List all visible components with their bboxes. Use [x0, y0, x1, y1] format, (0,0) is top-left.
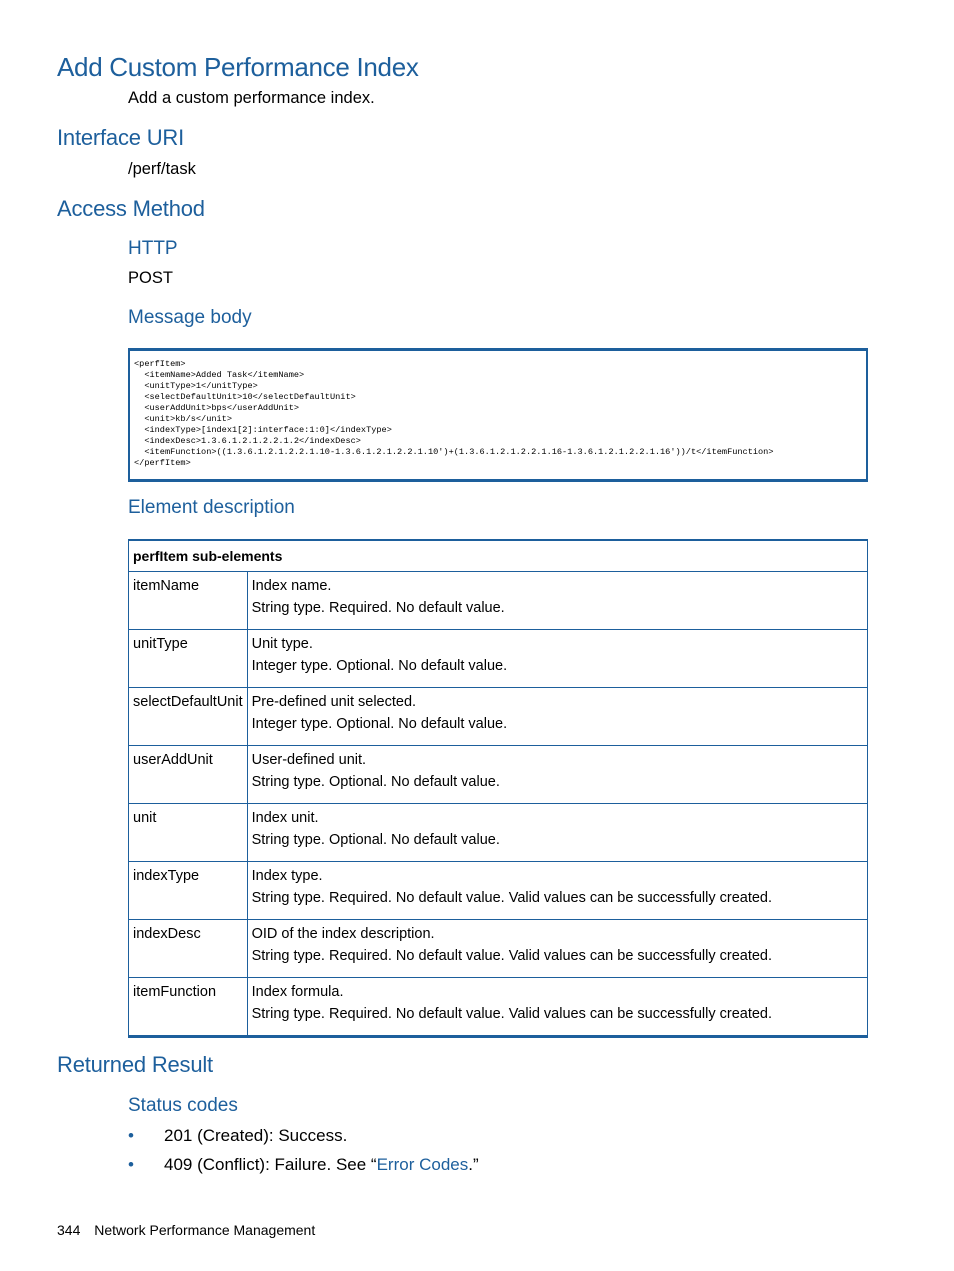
table-row — [129, 572, 868, 630]
element-description — [247, 978, 867, 1037]
element-name: itemName — [129, 572, 248, 630]
element-description — [247, 804, 867, 862]
table-header-row — [129, 540, 868, 572]
element-description — [247, 572, 867, 630]
description-detail: Integer type. Optional. No default value. — [251, 658, 508, 674]
table-row — [129, 630, 868, 688]
description-detail: String type. Required. No default value. Valid values can be successfully created. — [251, 1006, 773, 1022]
description-detail: String type. Required. No default value. Valid values can be successfully created. — [251, 948, 773, 964]
element-name: userAddUnit — [129, 746, 248, 804]
list-item — [128, 1155, 479, 1184]
element-name: selectDefaultUnit — [129, 688, 248, 746]
message-body-heading: Message body — [128, 307, 252, 328]
table-row — [129, 862, 868, 920]
element-name: itemFunction — [129, 978, 248, 1037]
interface-uri-value: /perf/task — [128, 160, 196, 178]
element-description — [247, 688, 867, 746]
element-description-heading: Element description — [128, 497, 295, 518]
description-detail: String type. Optional. No default value. — [251, 832, 500, 848]
element-description — [247, 920, 867, 978]
element-description — [247, 746, 867, 804]
status-code-text: 201 (Created): Success. — [164, 1126, 348, 1145]
description-detail: Integer type. Optional. No default value. — [251, 716, 508, 732]
table-row — [129, 920, 868, 978]
description-detail: String type. Optional. No default value. — [251, 774, 500, 790]
description-detail: String type. Required. No default value. Valid values can be successfully created. — [251, 890, 773, 906]
page-title: Add Custom Performance Index — [57, 52, 419, 82]
description-line: Unit type. — [251, 636, 313, 652]
table-row — [129, 804, 868, 862]
bullet-icon: • — [128, 1155, 134, 1174]
page-footer — [57, 1222, 315, 1238]
description-line: OID of the index description. — [251, 926, 435, 942]
table-row — [129, 688, 868, 746]
element-name: indexType — [129, 862, 248, 920]
table-header: perfItem sub-elements — [129, 540, 868, 572]
page-description: Add a custom performance index. — [128, 89, 375, 107]
description-line: Index unit. — [251, 810, 319, 826]
element-name: unit — [129, 804, 248, 862]
error-codes-link[interactable]: Error Codes — [376, 1155, 469, 1174]
status-codes-list — [128, 1126, 479, 1184]
description-detail: String type. Required. No default value. — [251, 600, 505, 616]
element-description — [247, 862, 867, 920]
message-body-code-block — [128, 348, 868, 482]
interface-uri-heading: Interface URI — [57, 125, 185, 150]
description-line: Pre-defined unit selected. — [251, 694, 417, 710]
table-row — [129, 746, 868, 804]
element-name: unitType — [129, 630, 248, 688]
returned-result-heading: Returned Result — [57, 1052, 213, 1077]
description-line: Index type. — [251, 868, 323, 884]
footer-section-title: Network Performance Management — [94, 1222, 316, 1238]
table-row — [129, 978, 868, 1037]
http-method-value: POST — [128, 269, 173, 287]
element-description-table — [128, 539, 868, 1038]
element-description — [247, 630, 867, 688]
list-item — [128, 1126, 479, 1155]
status-code-suffix: .” — [468, 1155, 479, 1174]
message-body-code: <perfItem> <itemName>Added Task</itemName> <unitType>1</unitType> <selectDefaultUnit>10</selectDefaultUnit> <userAddUnit>bps</userAddUnit> <unit>kb/s</unit> <indexType>[index1[2]:interface:1:0]</indexType> <indexDesc>1.3.6.1.2.1.2.2.1.2</indexDesc> <itemFunction>((1.3.6.1.2.1.2.2.1.10-1.3.6.1.2.1.2.2.1.10')+(1.3.6.1.2.1.2.2.1.16-1.3.6.1.2.1.2.2.1.16'))/t</itemFunction> </perfItem> — [134, 359, 774, 468]
access-method-heading: Access Method — [57, 196, 205, 221]
bullet-icon: • — [128, 1126, 134, 1145]
description-line: Index name. — [251, 578, 332, 594]
status-code-prefix: 409 (Conflict): Failure. See “ — [164, 1155, 377, 1174]
element-name: indexDesc — [129, 920, 248, 978]
http-heading: HTTP — [128, 238, 178, 259]
status-codes-heading: Status codes — [128, 1095, 238, 1116]
page-number: 344 — [57, 1222, 81, 1238]
description-line: User-defined unit. — [251, 752, 367, 768]
description-line: Index formula. — [251, 984, 344, 1000]
